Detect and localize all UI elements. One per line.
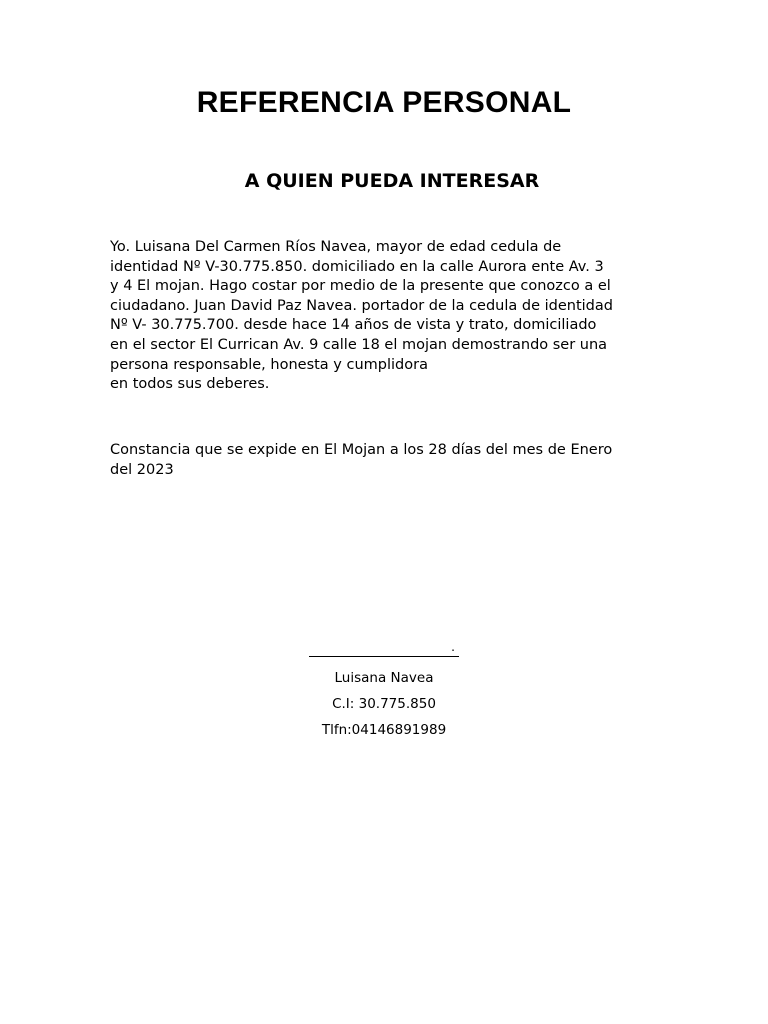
signer-phone: Tlfn:04146891989 bbox=[321, 722, 447, 738]
signature-line bbox=[309, 642, 459, 657]
body-paragraph bbox=[110, 238, 650, 395]
signer-id: C.I: 30.775.850 bbox=[332, 696, 436, 712]
closing-paragraph bbox=[110, 441, 655, 480]
closing-line: del 2023 bbox=[110, 461, 174, 478]
body-line: persona responsable, honesta y cumplidora bbox=[110, 356, 428, 373]
signer-name: Luisana Navea bbox=[334, 670, 434, 686]
body-line: en todos sus deberes. bbox=[110, 376, 270, 393]
body-line: Yo. Luisana Del Carmen Ríos Navea, mayor de edad cedula de bbox=[110, 239, 562, 255]
body-line: identidad Nº V-30.775.850. domiciliado en la calle Aurora ente Av. 3 bbox=[110, 258, 604, 275]
body-line: Nº V- 30.775.700. desde hace 14 años de vista y trato, domiciliado bbox=[110, 317, 597, 334]
document-title: REFERENCIA PERSONAL bbox=[196, 86, 572, 119]
body-line: ciudadano. Juan David Paz Navea. portador de la cedula de identidad bbox=[110, 297, 613, 314]
closing-line: Constancia que se expide en El Mojan a los 28 días del mes de Enero bbox=[110, 442, 613, 458]
signature-block bbox=[284, 642, 484, 737]
signature-dot: . bbox=[451, 640, 455, 654]
document-subtitle: A QUIEN PUEDA INTERESAR bbox=[244, 170, 540, 192]
body-line: en el sector El Currican Av. 9 calle 18 el mojan demostrando ser una bbox=[110, 336, 608, 353]
body-line: y 4 El mojan. Hago costar por medio de la presente que conozco a el bbox=[110, 278, 611, 295]
